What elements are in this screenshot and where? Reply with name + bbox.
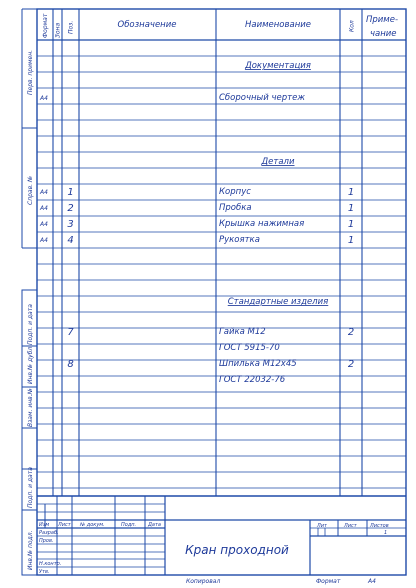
header-pos: Поз. [67,20,75,34]
tb-sheet: Лист [344,523,357,529]
row-pos: 4 [67,235,74,246]
header-note-line1: Приме- [366,15,399,25]
label-perv-primen: Перв. примен. [27,49,34,95]
row-qty: 1 [347,235,355,246]
row-format: А4 [40,205,48,212]
footer-copied: Копировал [186,578,221,585]
row-qty: 2 [347,327,355,338]
row-name: Гайка М12 [219,327,266,337]
table-row [39,203,354,214]
frame-lines [22,9,406,575]
label-inv-dubl: Инв.№ дубл. [27,344,34,384]
header-designation: Обозначение [117,20,177,30]
row-name-standard: ГОСТ 5915-70 [219,343,280,353]
row-format: А4 [40,189,48,196]
table-row [67,359,354,385]
row-name: Крышка нажимная [219,219,305,229]
table-row [39,187,354,198]
tb-n-kontr: Н.контр. [39,561,62,567]
row-format: А4 [40,221,48,228]
row-name: Шпилька М12х45 [219,359,297,369]
row-name: Рукоятка [219,235,260,245]
tb-doc-no: № докум. [80,522,105,528]
table-header [42,13,398,39]
label-inv-podl: Инв.№ подл. [27,530,34,570]
tb-utv: Утв. [39,569,50,575]
label-sprav-no: Справ. № [27,175,34,205]
tb-razrab: Разраб. [39,530,59,536]
row-pos: 8 [67,359,74,370]
row-name-standard: ГОСТ 22032-76 [219,375,286,385]
tb-izm: Изм [39,522,50,528]
row-format: А4 [40,95,48,102]
table-row [39,219,354,230]
row-qty: 2 [347,359,355,370]
header-format: Формат [42,13,49,38]
tb-lit: Лит [317,523,327,529]
row-pos: 3 [67,219,74,230]
header-zone: Зона [54,22,62,38]
row-format: А4 [40,237,48,244]
footer-format-label: Формат [316,578,341,585]
row-pos: 1 [67,187,74,198]
tb-sheets-value: 1 [384,530,388,536]
label-podp-data-1: Подп. и дата [27,304,34,345]
tb-list: Лист [58,522,71,528]
tb-data: Дата [148,522,161,528]
row-pos: 2 [67,203,74,214]
row-pos: 7 [67,327,74,338]
section-standard: Стандартные изделия [227,297,329,307]
header-qty: Кол [348,20,356,32]
label-vzam-inv: Взам. инв.№ [27,388,34,427]
footer-format-value: А4 [368,578,376,585]
row-name: Пробка [219,203,252,213]
tb-prov: Пров. [39,538,54,544]
label-podp-data-2: Подп. и дата [27,467,34,508]
row-qty: 1 [347,187,355,198]
tb-sheets: Листов [370,523,389,529]
row-qty: 1 [347,219,355,230]
section-details: Детали [261,157,295,167]
table-row [67,327,354,353]
tb-podp: Подп. [121,522,137,528]
header-note-line2: чание [370,29,397,39]
row-name: Корпус [219,187,251,197]
table-row [39,235,354,246]
header-name: Наименование [244,20,312,30]
document-title: Кран проходной [185,543,289,557]
footer [186,578,376,585]
row-qty: 1 [347,203,355,214]
spec-rows [39,93,354,385]
section-documentation: Документация [245,61,311,71]
row-name: Сборочный чертеж [219,93,305,103]
